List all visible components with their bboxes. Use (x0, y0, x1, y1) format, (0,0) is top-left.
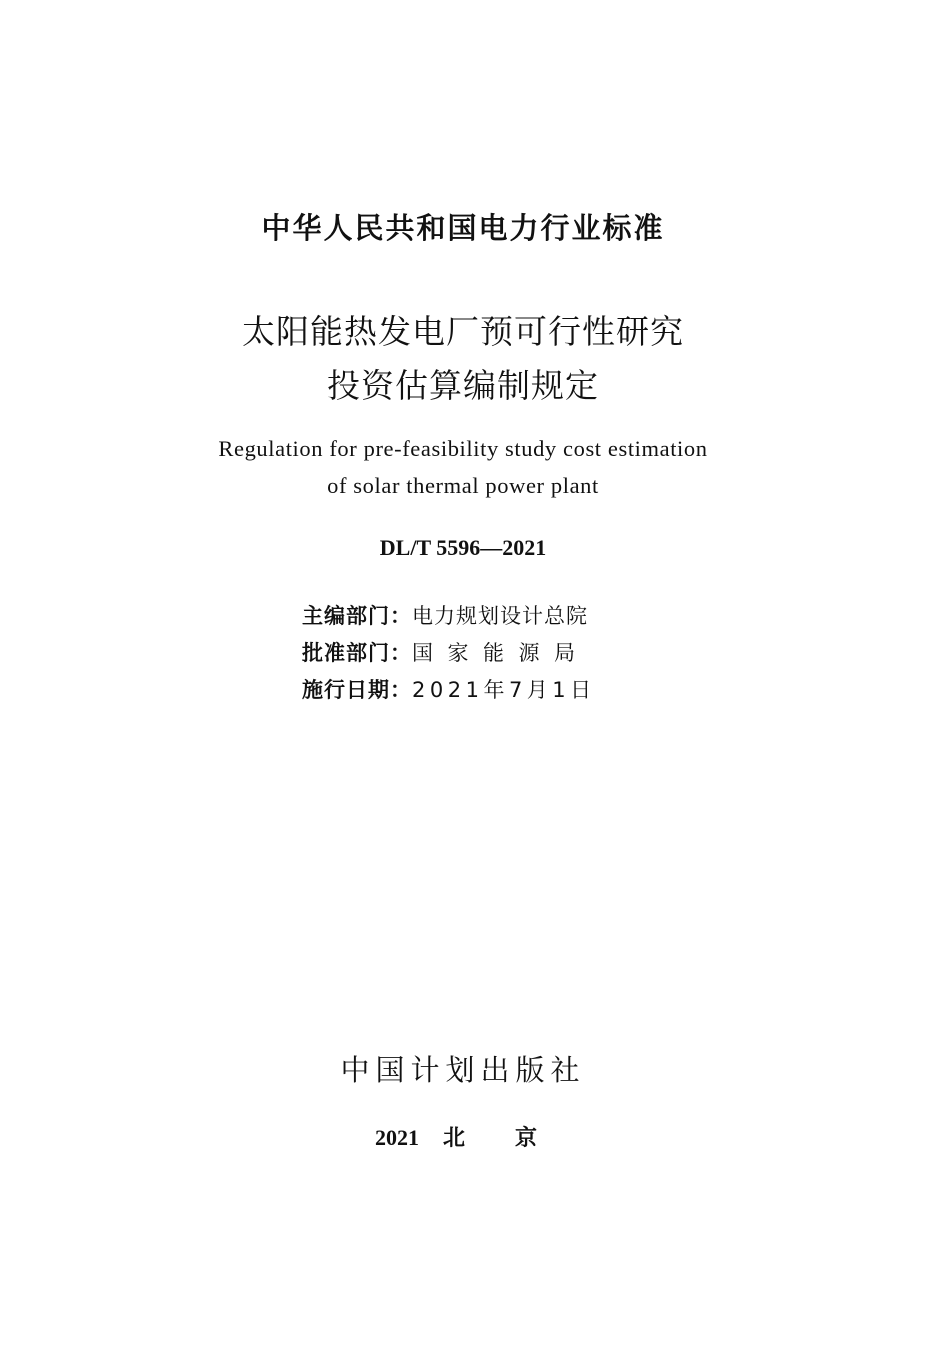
imprint-footer (375, 1121, 587, 1152)
meta-key-effective-date: 施行日期： (302, 678, 412, 702)
meta-value-approver: 国家能源局 (412, 641, 590, 665)
publication-year: 2021 (375, 1125, 419, 1150)
chinese-title-line-2: 投资估算编制规定 (327, 366, 599, 405)
meta-key-approver: 批准部门： (302, 641, 412, 665)
meta-key-chief-editor: 主编部门： (302, 604, 412, 628)
meta-value-chief-editor: 电力规划设计总院 (412, 604, 588, 628)
publisher: 中国计划出版社 (340, 1053, 586, 1087)
english-title-line-2: of solar thermal power plant (327, 473, 599, 498)
meta-row-chief-editor (302, 600, 588, 630)
meta-row-approver (302, 637, 590, 667)
meta-row-effective-date (302, 674, 596, 704)
chinese-title-line-1: 太阳能热发电厂预可行性研究 (242, 312, 684, 351)
standard-category: 中华人民共和国电力行业标准 (261, 211, 665, 245)
meta-value-effective-date: 2021年7月1日 (412, 678, 596, 702)
publication-city: 北京 (443, 1126, 588, 1151)
english-title-line-1: Regulation for pre-feasibility study cost estimation (218, 436, 708, 461)
standard-code: DL/T 5596—2021 (379, 535, 547, 560)
